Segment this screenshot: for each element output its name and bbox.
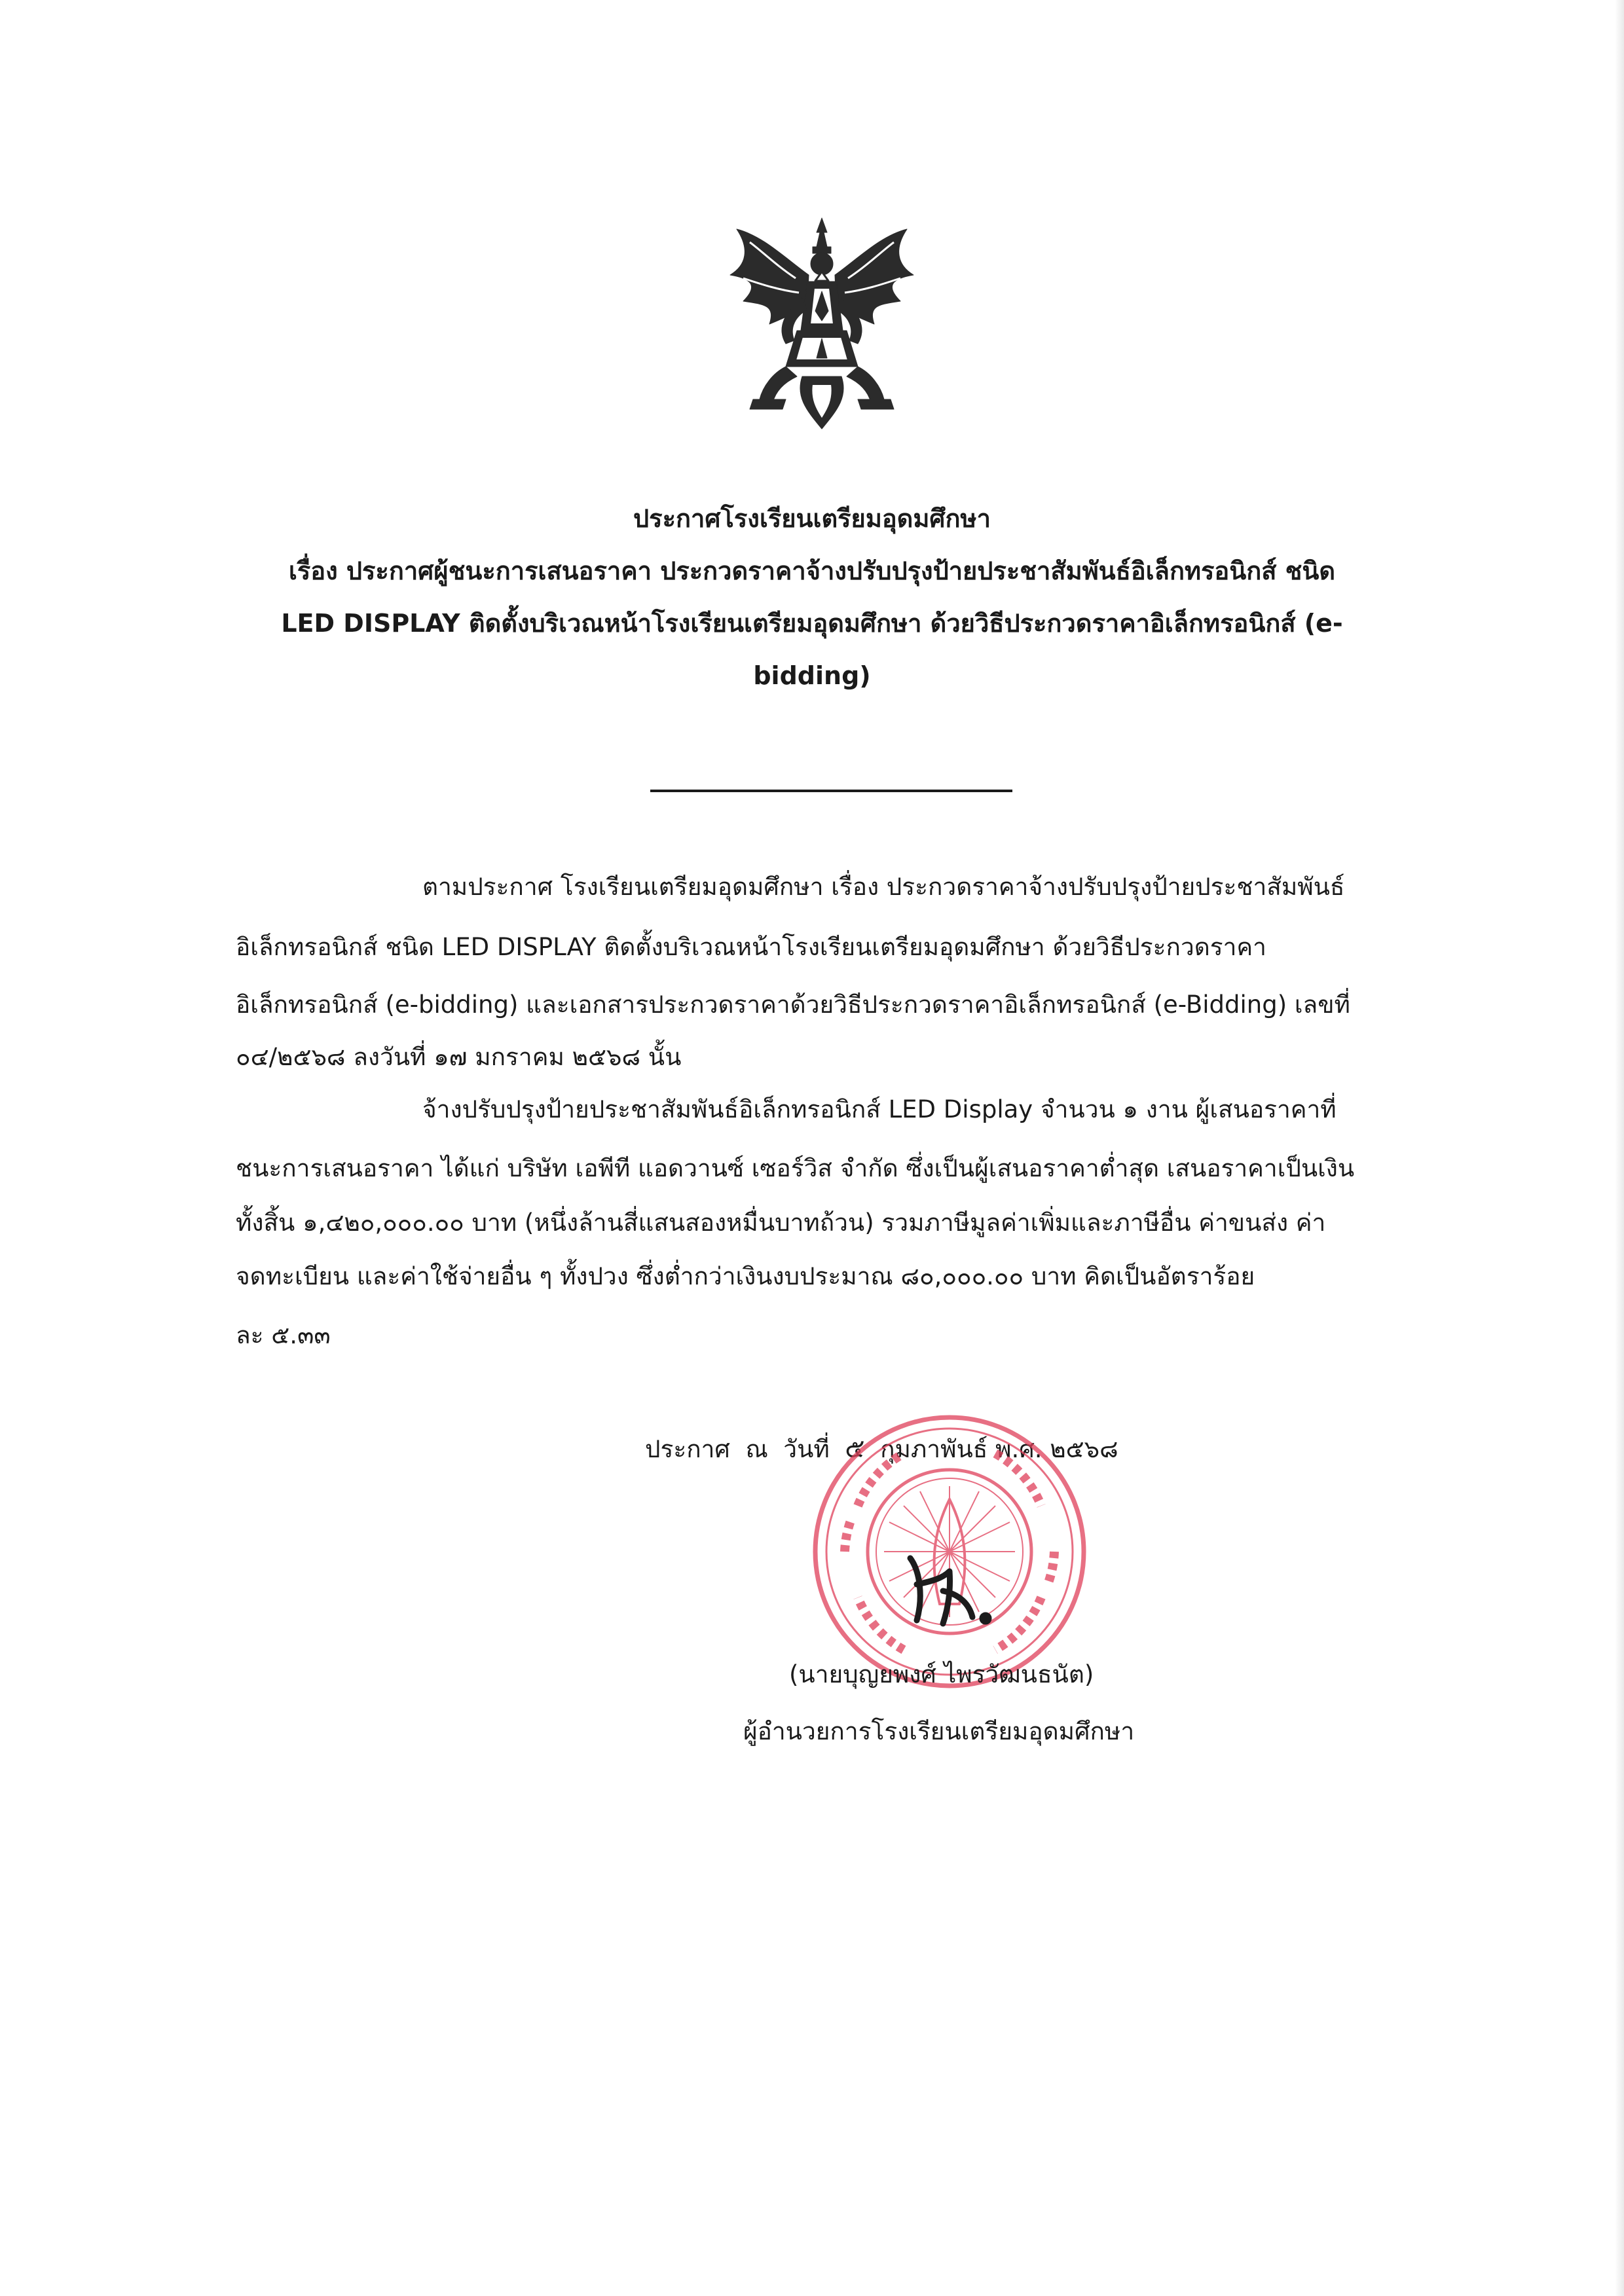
scan-page-edge: [1615, 0, 1624, 2296]
signatory-name: (นายบุญยพงศ์ ไพรวัฒนธนัต): [789, 1660, 1094, 1688]
title-line: ประกาศโรงเรียนเตรียมอุดมศึกษา: [633, 504, 991, 533]
document-title: [196, 492, 1428, 702]
signatory-position: ผู้อำนวยการโรงเรียนเตรียมอุดมศึกษา: [743, 1717, 1135, 1745]
body-line: อิเล็กทรอนิกส์ (e-bidding) และเอกสารประกวดราคาด้วยวิธีประกวดราคาอิเล็กทรอนิกส์ (e-Bidding) เลขที่: [236, 991, 1350, 1019]
body-line: ชนะการเสนอราคา ได้แก่ บริษัท เอพีที แอดวานซ์ เซอร์วิส จำกัด ซึ่งเป็นผู้เสนอราคาต่ำสุด เสนอราคาเป็นเงิน: [236, 1154, 1355, 1182]
title-divider: [650, 790, 1012, 792]
body-line: ละ ๕.๓๓: [236, 1321, 331, 1349]
announcement-day-value: ๕: [845, 1434, 865, 1464]
body-line: ตามประกาศ โรงเรียนเตรียมอุดมศึกษา เรื่อง ประกวดราคาจ้างปรับปรุงป้ายประชาสัมพันธ์: [422, 873, 1345, 901]
body-line: จ้างปรับปรุงป้ายประชาสัมพันธ์อิเล็กทรอนิกส์ LED Display จำนวน ๑ งาน ผู้เสนอราคาที่: [422, 1095, 1337, 1123]
title-line: bidding): [753, 661, 871, 690]
announcement-year: ๒๕๖๘: [1050, 1435, 1118, 1463]
title-line: เรื่อง ประกาศผู้ชนะการเสนอราคา ประกวดราคาจ้างปรับปรุงป้ายประชาสัมพันธ์อิเล็กทรอนิกส์ ชนิด: [288, 556, 1336, 585]
announcement-at: ณ: [745, 1435, 768, 1463]
title-line: LED DISPLAY ติดตั้งบริเวณหน้าโรงเรียนเตรียมอุดมศึกษา ด้วยวิธีประกวดราคาอิเล็กทรอนิกส์ (e-: [281, 609, 1343, 638]
garuda-emblem-icon: [724, 213, 920, 435]
body-line: อิเล็กทรอนิกส์ ชนิด LED DISPLAY ติดตั้งบริเวณหน้าโรงเรียนเตรียมอุดมศึกษา ด้วยวิธีประกวดราคา: [236, 933, 1266, 961]
handwritten-signature-icon: [897, 1545, 995, 1630]
announcement-era: พ.ศ.: [995, 1435, 1043, 1463]
body-line: จดทะเบียน และค่าใช้จ่ายอื่น ๆ ทั้งปวง ซึ่งต่ำกว่าเงินงบประมาณ ๘๐,๐๐๐.๐๐ บาท คิดเป็นอัตราร้อย: [236, 1262, 1255, 1290]
body-line: ทั้งสิ้น ๑,๔๒๐,๐๐๐.๐๐ บาท (หนึ่งล้านสี่แสนสองหมื่นบาทถ้วน) รวมภาษีมูลค่าเพิ่มและภาษีอื่น ค่าขนส่ง ค่า: [236, 1209, 1326, 1237]
announcement-prefix: ประกาศ: [645, 1435, 730, 1463]
body-line: ๐๔/๒๕๖๘ ลงวันที่ ๑๗ มกราคม ๒๕๖๘ นั้น: [236, 1043, 682, 1071]
announcement-month: กุมภาพันธ์: [880, 1435, 988, 1463]
announcement-day-label: วันที่: [783, 1435, 830, 1463]
